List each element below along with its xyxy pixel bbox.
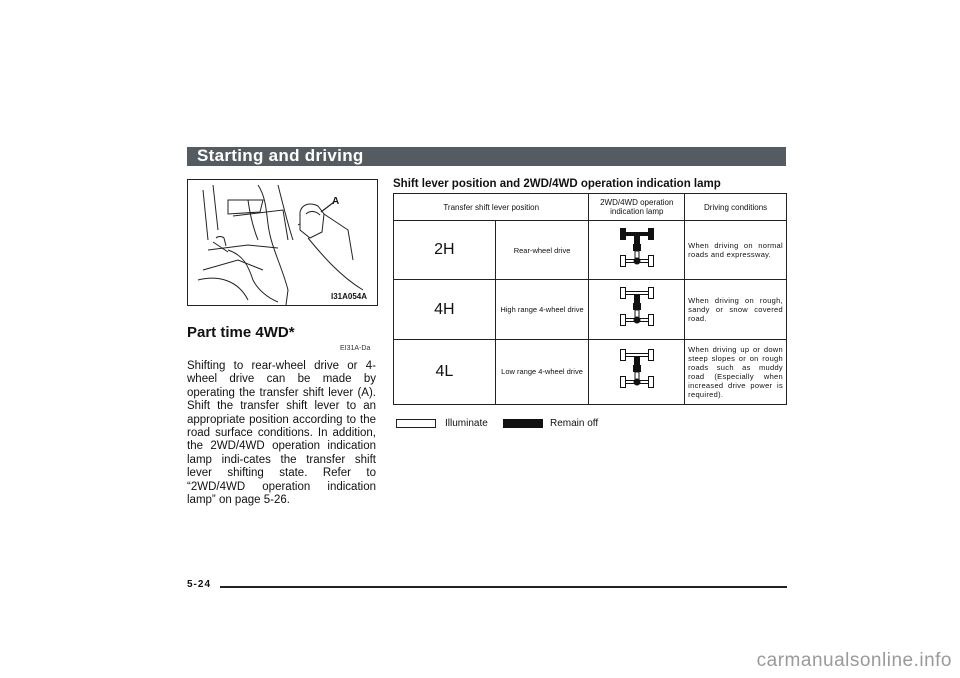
lever-position: 4L — [394, 339, 496, 404]
table-row — [394, 339, 787, 404]
header-lamp: 2WD/4WD operation indication lamp — [589, 194, 685, 221]
header-position: Transfer shift lever position — [394, 194, 589, 221]
drivetrain-2h-icon — [617, 226, 657, 270]
section-header-bar — [187, 147, 786, 166]
shift-lever-illustration — [187, 179, 378, 306]
drive-mode-description: Low range 4-wheel drive — [495, 339, 589, 404]
lever-position: 2H — [394, 221, 496, 280]
table-row — [394, 221, 787, 280]
section-header-title: Starting and driving — [197, 146, 364, 165]
drive-mode-description: Rear-wheel drive — [495, 221, 589, 280]
driving-conditions: When driving on normal roads and expressway. — [685, 221, 787, 280]
shift-lever-drawing-icon — [188, 180, 377, 305]
body-paragraph: Shifting to rear-wheel drive or 4-wheel drive can be made by operating the transfer shift lever (A). Shift the transfer shift lever to an appropriate position according to the road surface conditions. In addition, the 2WD/4WD operation indication lamp indi-cates the transfer shift lever shifting state. Refer to “2WD/4WD operation indication lamp” on page 5-26. — [187, 360, 376, 507]
table-title: Shift lever position and 2WD/4WD operation indication lamp — [393, 178, 721, 190]
reference-code: EI31A-Da — [340, 345, 371, 352]
footer-rule — [220, 586, 787, 588]
driving-conditions: When driving up or down steep slopes or on rough roads such as muddy road (Especially when increased drive power is required). — [685, 339, 787, 404]
illuminate-label: Illuminate — [445, 418, 488, 429]
drive-mode-description: High range 4-wheel drive — [495, 280, 589, 339]
drivetrain-4l-icon — [617, 347, 657, 391]
driving-conditions: When driving on rough, sandy or snow covered road. — [685, 280, 787, 339]
illuminate-swatch — [396, 419, 436, 428]
lever-position: 4H — [394, 280, 496, 339]
remain-off-label: Remain off — [550, 418, 599, 429]
shift-lever-table — [393, 193, 787, 405]
remain-off-swatch — [503, 419, 543, 428]
drivetrain-4h-icon — [617, 285, 657, 329]
site-watermark: carmanualsonline.info — [756, 650, 952, 671]
callout-label-a: A — [332, 196, 340, 207]
table-row — [394, 280, 787, 339]
figure-code: I31A054A — [330, 292, 367, 301]
header-conditions: Driving conditions — [685, 194, 787, 221]
table-header-row — [394, 194, 787, 221]
section-title: Part time 4WD* — [187, 324, 295, 341]
page-number: 5-24 — [187, 579, 212, 590]
